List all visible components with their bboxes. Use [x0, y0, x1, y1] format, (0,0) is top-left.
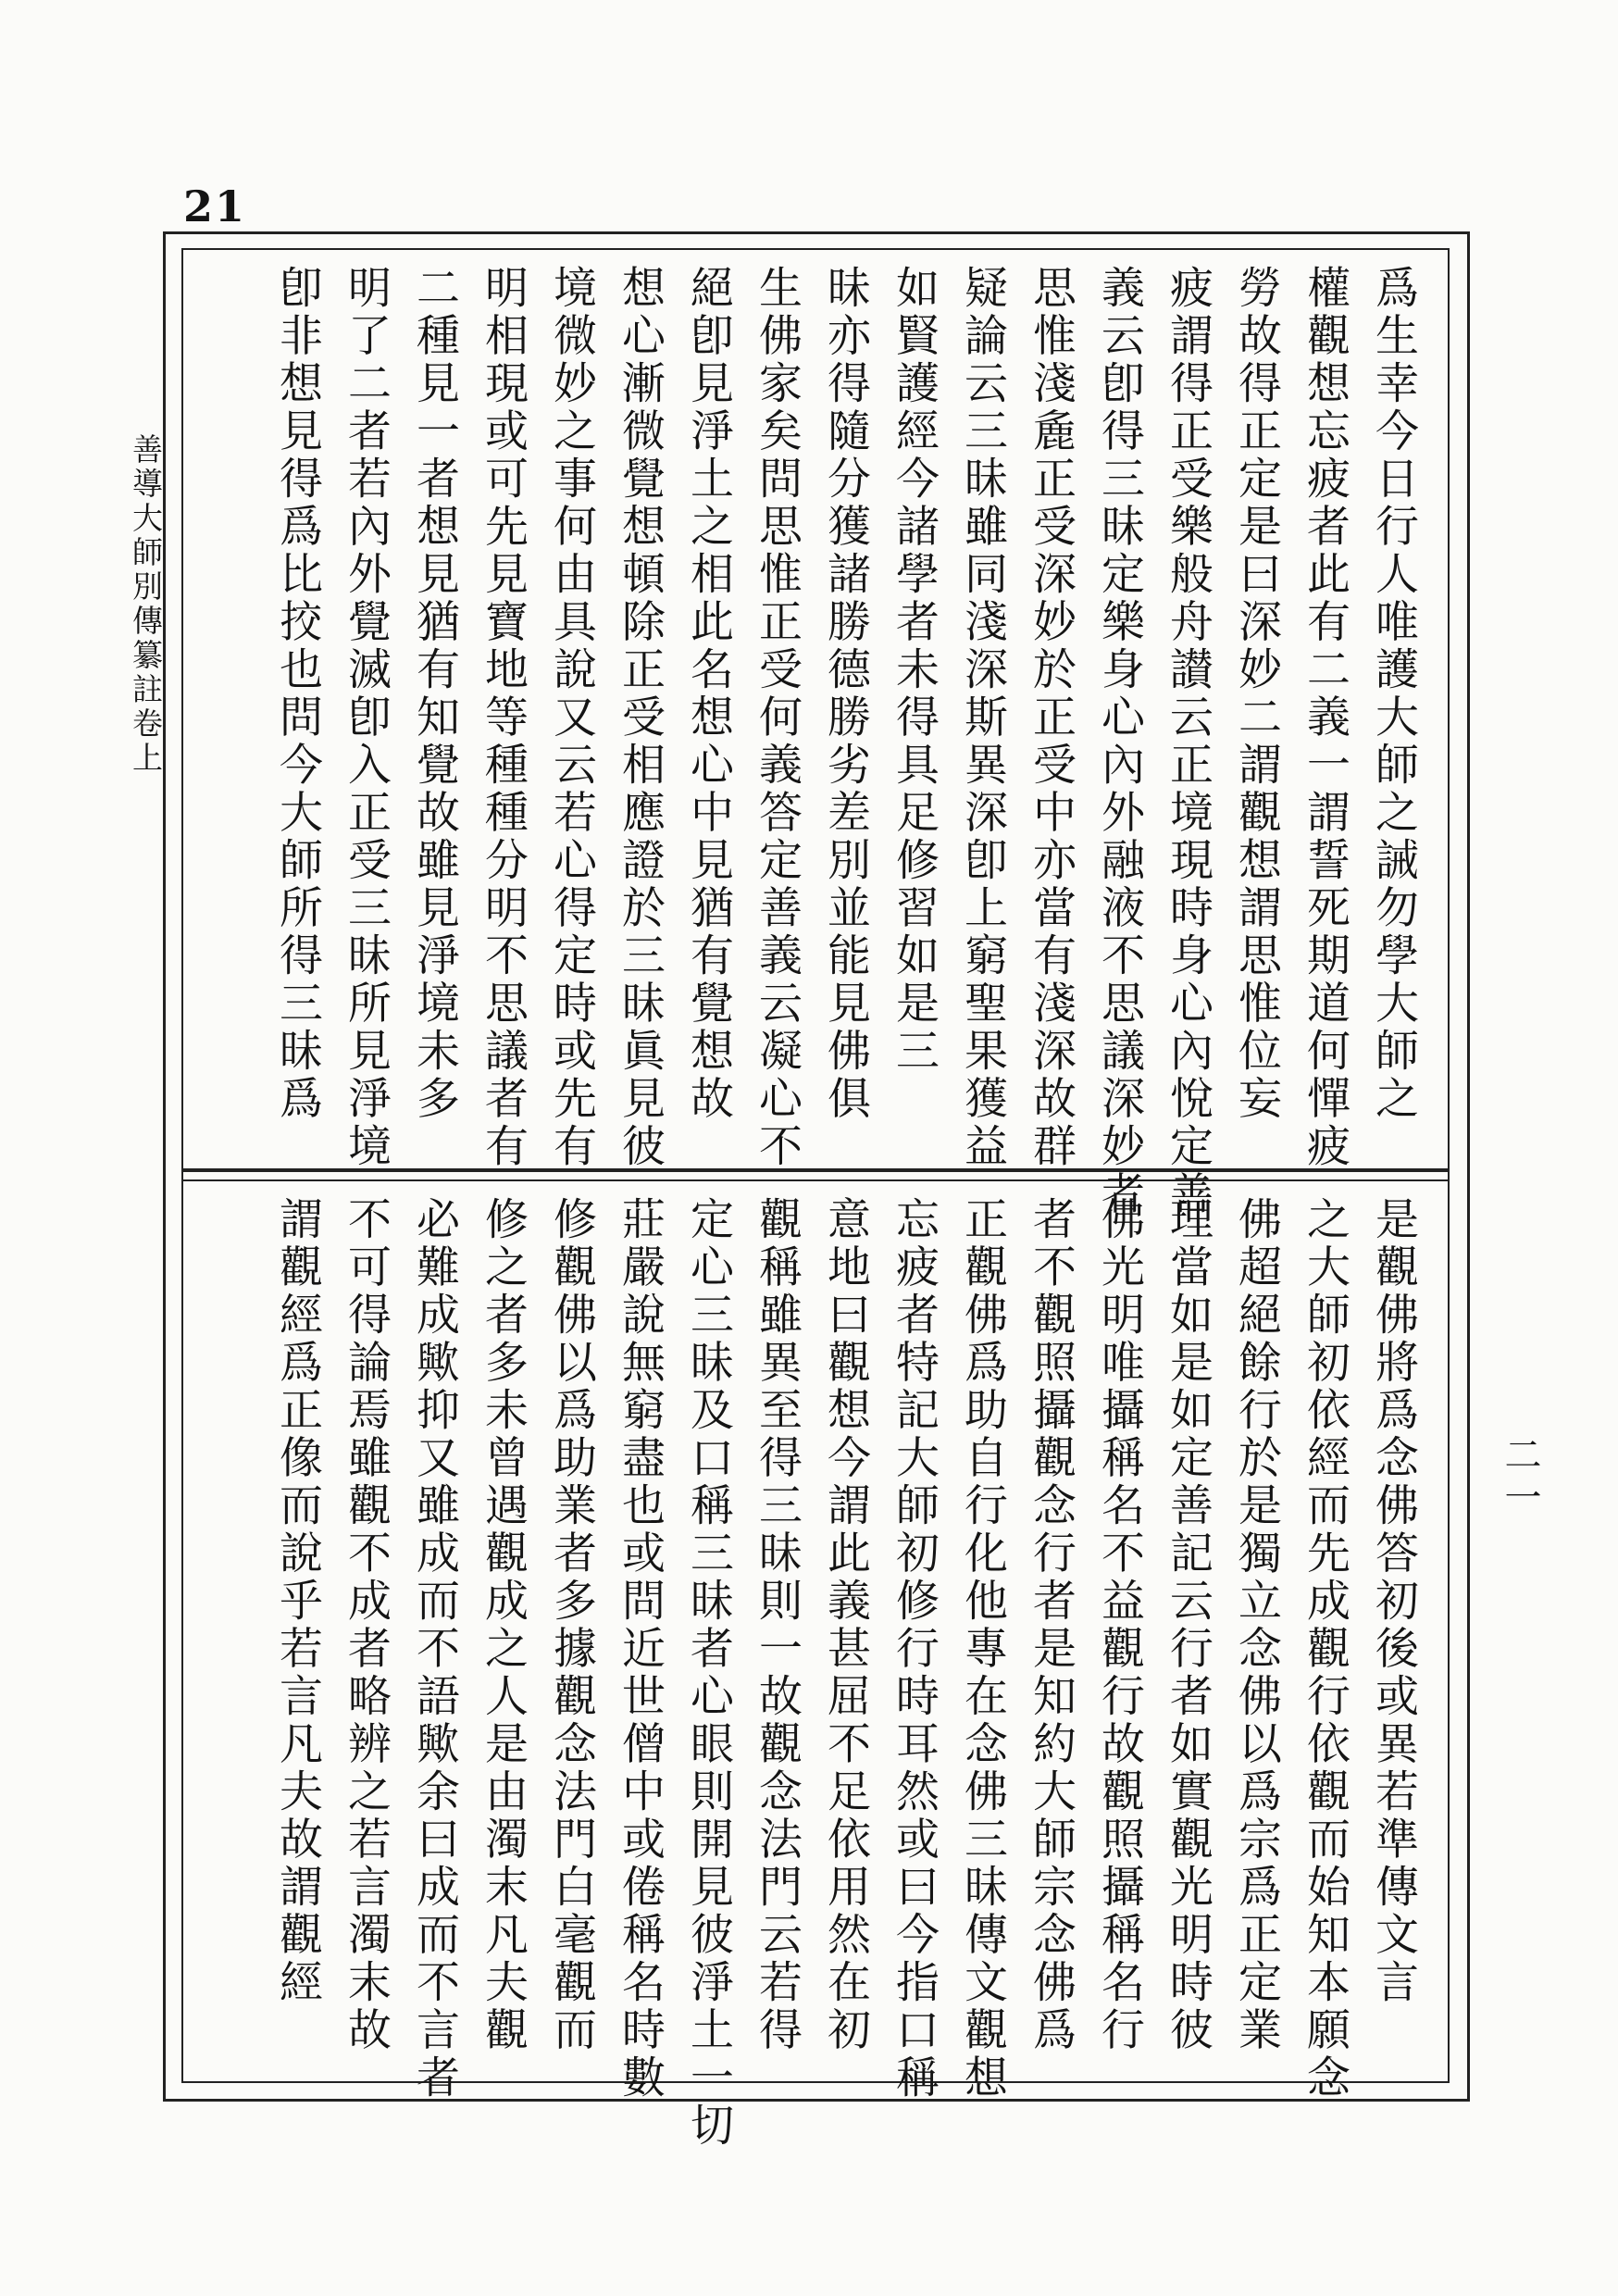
text-column: 佛超絕餘行於是獨立念佛以爲宗爲正定業 — [1231, 1196, 1282, 2054]
text-column: 明相現或可先見寶地等種種分明不思議者有 — [478, 265, 529, 1171]
text-column: 理當如是如定善記云行者如實觀光明時彼 — [1163, 1196, 1214, 2054]
text-column: 疲謂得正受樂般舟讃云正境現時身心內悅定善 — [1163, 265, 1214, 1218]
running-title: 善導大師別傳纂註卷上 — [128, 433, 164, 776]
section-divider-thin — [181, 1179, 1450, 1181]
text-column: 思惟淺麁正受深妙於正受中亦當有淺深故群 — [1026, 265, 1077, 1171]
text-column: 正觀佛爲助自行化他專在念佛三昧傳文觀想 — [957, 1196, 1008, 2103]
text-column: 忘疲者特記大師初修行時耳然或曰今指口稱 — [889, 1196, 940, 2103]
text-column: 二種見一者想見猶有知覺故雖見淨境未多 — [409, 265, 460, 1123]
text-column: 權觀想忘疲者此有二義一謂誓死期道何憚疲 — [1300, 265, 1350, 1171]
text-column: 昧亦得隨分獲諸勝德勝劣差別並能見佛俱 — [820, 265, 871, 1123]
text-column: 境微妙之事何由具說又云若心得定時或先有 — [546, 265, 597, 1171]
text-column: 觀稱雖異至得三昧則一故觀念法門云若得 — [752, 1196, 803, 2054]
text-column: 之大師初依經而先成觀行依觀而始知本願念 — [1300, 1196, 1350, 2103]
text-column: 想心漸微覺想頓除正受相應證於三昧眞見彼 — [615, 265, 666, 1171]
text-column: 不可得論焉雖觀不成者略辨之若言濁末故 — [341, 1196, 392, 2054]
text-column: 疑論云三昧雖同淺深斯異深卽上窮聖果獲益 — [957, 265, 1008, 1171]
text-column: 佛光明唯攝稱名不益觀行故觀照攝稱名行 — [1094, 1196, 1145, 2054]
page-number: 21 — [183, 181, 247, 231]
text-column: 如賢護經今諸學者未得具足修習如是三 — [889, 265, 940, 1076]
text-column: 謂觀經爲正像而說乎若言凡夫故謂觀經 — [272, 1196, 323, 2007]
text-column: 生佛家矣問思惟正受何義答定善義云凝心不 — [752, 265, 803, 1171]
text-column: 明了二者若內外覺滅卽入正受三昧所見淨境 — [341, 265, 392, 1171]
text-column: 義云卽得三昧定樂身心內外融液不思議深妙者 — [1094, 265, 1145, 1218]
upper-text-block — [215, 265, 1427, 1218]
lower-text-block — [215, 1196, 1427, 2150]
text-column: 修觀佛以爲助業者多據觀念法門白毫觀而 — [546, 1196, 597, 2054]
text-column: 絕卽見淨土之相此名想心中見猶有覺想故 — [683, 265, 734, 1123]
text-column: 卽非想見得爲比挍也問今大師所得三昧爲 — [272, 265, 323, 1123]
text-column: 修之者多未曾遇觀成之人是由濁末凡夫觀 — [478, 1196, 529, 2054]
folio-number: 二一 — [1499, 1435, 1541, 1520]
text-column: 必難成歟抑又雖成而不語歟余曰成而不言者 — [409, 1196, 460, 2103]
text-column: 者不觀照攝觀念行者是知約大師宗念佛爲 — [1026, 1196, 1077, 2054]
text-column: 爲生幸今日行人唯護大師之誡勿學大師之 — [1368, 265, 1419, 1123]
text-column: 定心三昧及口稱三昧者心眼則開見彼淨土一切 — [683, 1196, 734, 2150]
text-column: 意地曰觀想今謂此義甚屈不足依用然在初 — [820, 1196, 871, 2054]
text-column: 是觀佛將爲念佛答初後或異若準傳文言 — [1368, 1196, 1419, 2007]
text-column: 莊嚴說無窮盡也或問近世僧中或倦稱名時數 — [615, 1196, 666, 2103]
text-column: 勞故得正定是曰深妙二謂觀想謂思惟位妄 — [1231, 265, 1282, 1123]
